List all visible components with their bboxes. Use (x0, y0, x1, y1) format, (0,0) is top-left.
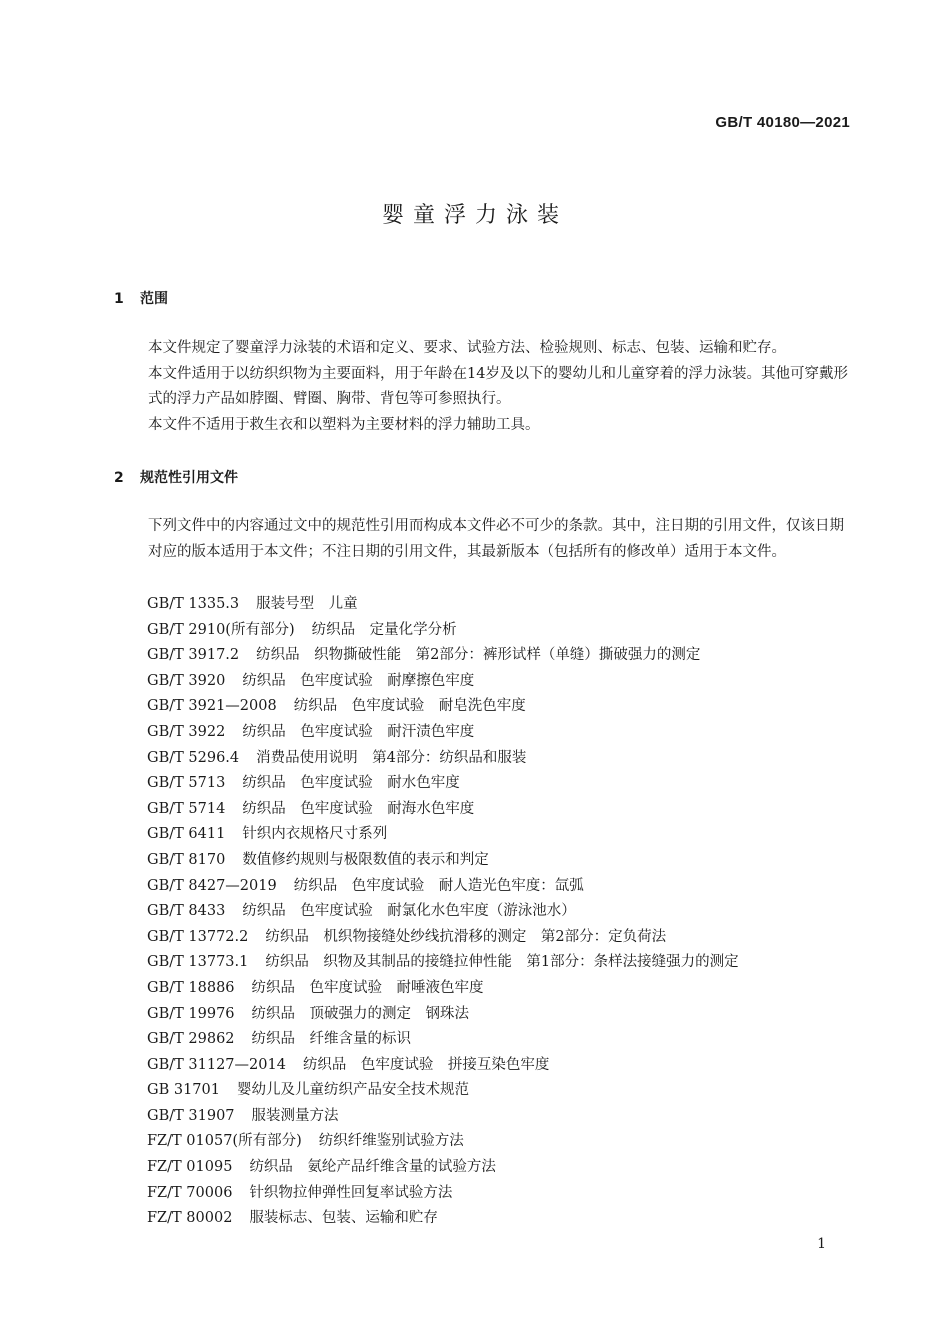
reference-code: GB/T 6411 (147, 826, 226, 843)
reference-code: FZ/T 70006 (147, 1184, 233, 1201)
reference-item (147, 797, 739, 823)
reference-title: 纺织品 氨纶产品纤维含量的试验方法 (249, 1159, 496, 1176)
reference-item (147, 1129, 739, 1155)
paragraph: 本文件不适用于救生衣和以塑料为主要材料的浮力辅助工具。 (148, 416, 540, 433)
section-title: 规范性引用文件 (140, 470, 238, 486)
reference-item (147, 746, 739, 772)
reference-code: GB/T 13772.2 (147, 928, 249, 945)
reference-code: GB/T 8433 (147, 903, 226, 920)
reference-code: GB 31701 (147, 1082, 220, 1099)
reference-code: GB/T 1335.3 (147, 596, 240, 612)
reference-item (147, 1104, 739, 1130)
reference-title: 服装标志、包装、运输和贮存 (249, 1210, 438, 1227)
reference-item (147, 643, 739, 669)
standard-number: GB/T 40180—2021 (715, 114, 850, 131)
section-number: 1 (114, 291, 124, 307)
page-number: 1 (817, 1236, 826, 1252)
reference-title: 婴幼儿及儿童纺织产品安全技术规范 (236, 1082, 469, 1099)
reference-item (147, 1181, 739, 1207)
reference-title: 纺织品 机织物接缝处纱线抗滑移的测定 第2部分：定负荷法 (265, 928, 667, 945)
reference-item (147, 1002, 739, 1028)
section-title: 范围 (140, 291, 168, 307)
reference-title: 纺织品 织物及其制品的接缝拉伸性能 第1部分：条样法接缝强力的测定 (265, 954, 739, 971)
section-number: 2 (114, 470, 124, 486)
reference-item (147, 669, 739, 695)
reference-title: 数值修约规则与极限数值的表示和判定 (242, 851, 489, 868)
reference-code: GB/T 3921—2008 (147, 698, 277, 715)
reference-title: 纺织品 色牢度试验 耐人造光色牢度：氙弧 (293, 877, 584, 894)
reference-code: GB/T 29862 (147, 1031, 235, 1048)
reference-title: 纺织品 织物撕破性能 第2部分：裤形试样（单缝）撕破强力的测定 (256, 647, 701, 664)
reference-item (147, 950, 739, 976)
paragraph: 下列文件中的内容通过文中的规范性引用而构成本文件必不可少的条款。其中，注日期的引用文件，仅该日期对应的版本适用于本文件；不注日期的引用文件，其最新版本（包括所有的修改单）适用于本文件。 (148, 518, 844, 560)
reference-code: GB/T 3917.2 (147, 647, 240, 664)
paragraph: 本文件规定了婴童浮力泳装的术语和定义、要求、试验方法、检验规则、标志、包装、运输和贮存。 (148, 340, 786, 356)
reference-item (147, 771, 739, 797)
reference-title: 纺织品 纤维含量的标识 (251, 1031, 412, 1048)
reference-title: 纺织品 色牢度试验 耐皂洗色牢度 (293, 698, 526, 715)
reference-title: 纺织品 色牢度试验 耐氯化水色牢度（游泳池水） (242, 903, 576, 920)
reference-item (147, 899, 739, 925)
reference-code: GB/T 3920 (147, 672, 226, 689)
reference-item (147, 592, 739, 618)
reference-title: 纺织品 定量化学分析 (311, 621, 457, 638)
reference-code: GB/T 31127—2014 (147, 1056, 286, 1073)
reference-code: FZ/T 80002 (147, 1210, 233, 1227)
reference-title: 针织物拉伸弹性回复率试验方法 (249, 1184, 453, 1201)
reference-item (147, 822, 739, 848)
reference-title: 纺织品 色牢度试验 耐海水色牢度 (242, 800, 475, 817)
reference-code: GB/T 2910(所有部分) (147, 621, 295, 638)
reference-title: 纺织品 顶破强力的测定 钢珠法 (251, 1005, 470, 1022)
reference-title: 消费品使用说明 第4部分：纺织品和服装 (256, 749, 527, 766)
reference-title: 纺织品 色牢度试验 耐摩擦色牢度 (242, 672, 475, 689)
paragraph: 本文件适用于以纺织织物为主要面料，用于年龄在14岁及以下的婴幼儿和儿童穿着的浮力泳装。其他可穿戴形式的浮力产品如脖圈、臂圈、胸带、背包等可参照执行。 (148, 365, 848, 407)
section-2-heading (114, 467, 238, 487)
reference-title: 纺织品 色牢度试验 拼接互染色牢度 (302, 1056, 550, 1073)
reference-item (147, 976, 739, 1002)
reference-code: GB/T 18886 (147, 979, 235, 996)
reference-item (147, 1053, 739, 1079)
reference-code: FZ/T 01095 (147, 1159, 233, 1176)
reference-code: GB/T 3922 (147, 723, 226, 740)
reference-item (147, 925, 739, 951)
reference-code: GB/T 19976 (147, 1005, 235, 1022)
reference-code: GB/T 31907 (147, 1107, 235, 1124)
reference-title: 服装号型 儿童 (256, 596, 358, 612)
reference-item (147, 1027, 739, 1053)
reference-code: GB/T 5714 (147, 800, 226, 817)
reference-code: GB/T 8427—2019 (147, 877, 277, 894)
reference-item (147, 874, 739, 900)
reference-item (147, 848, 739, 874)
reference-item (147, 720, 739, 746)
reference-item (147, 1155, 739, 1181)
reference-code: FZ/T 01057(所有部分) (147, 1133, 302, 1150)
section-1-body (114, 336, 854, 438)
section-2-intro (114, 514, 854, 565)
section-1-heading (114, 288, 168, 308)
reference-item (147, 618, 739, 644)
reference-code: GB/T 8170 (147, 851, 226, 868)
reference-item (147, 1206, 739, 1232)
reference-title: 服装测量方法 (251, 1107, 339, 1124)
reference-list (147, 592, 739, 1232)
reference-code: GB/T 13773.1 (147, 954, 249, 971)
reference-title: 纺织品 色牢度试验 耐唾液色牢度 (251, 979, 484, 996)
reference-code: GB/T 5713 (147, 775, 226, 792)
reference-code: GB/T 5296.4 (147, 749, 240, 766)
reference-title: 纺织品 色牢度试验 耐汗渍色牢度 (242, 723, 475, 740)
reference-title: 纺织纤维鉴别试验方法 (318, 1133, 464, 1150)
document-title: 婴童浮力泳装 (381, 203, 568, 228)
reference-item (147, 694, 739, 720)
reference-title: 针织内衣规格尺寸系列 (242, 826, 388, 843)
reference-title: 纺织品 色牢度试验 耐水色牢度 (242, 775, 460, 792)
reference-item (147, 1078, 739, 1104)
